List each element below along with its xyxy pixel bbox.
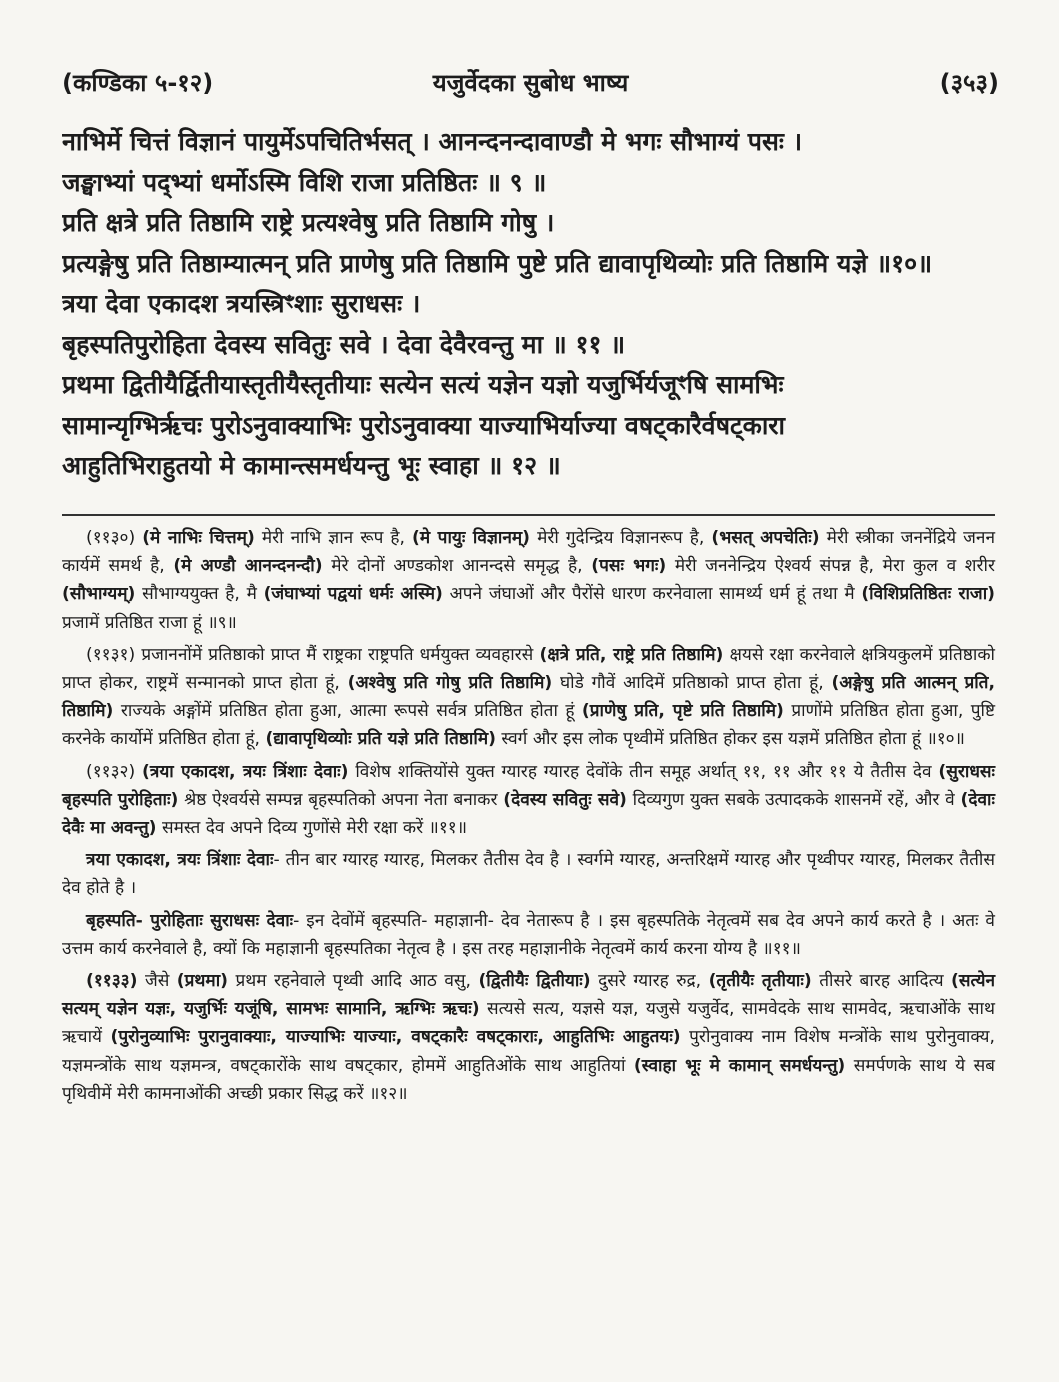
bold-term: (त्रया एकादश, त्रयः त्रिंशाः देवाः) [141,761,349,782]
bold-term: (देवस्य सवितुः सवे) [503,789,627,810]
sanskrit-verses [62,122,999,487]
book-title: यजुर्वेदका सुबोध भाष्य [432,69,629,97]
bold-term: (मे पायुः विज्ञानम्) [412,528,531,548]
paragraph-text: मेरी जननेन्द्रिय ऐश्वर्य संपन्न है, मेरा कुल व शरीर [666,556,995,577]
bold-term: त्रया एकादश, त्रयः त्रिंशाः देवाः [86,850,274,871]
paragraph-text: दिव्यगुण युक्त सबके उत्पादकके शासनमें रहें, और वे [626,789,961,810]
commentary-body [62,524,995,1112]
paragraph-text: घोडे गौवें आदिमें प्रतिष्ठाको प्राप्त होता हूं, [552,673,832,694]
section-reference: (कण्डिका ५-१२) [62,69,214,97]
paragraph-text: राज्यके अङ्गोंमें प्रतिष्ठित होता हुआ, आत्मा रूपसे सर्वत्र प्रतिष्ठित होता हूं [113,701,582,722]
page-header [62,66,999,106]
bold-term: (सौभाग्यम्) [62,584,136,605]
paragraph-text: मेरी नाभि ज्ञान रूप है, [254,528,412,548]
paragraph-text: जैसे [137,971,177,992]
bold-term: (द्वितीयैः द्वितीयाः) [478,971,591,992]
paragraph-text: मेरी स्त्रीका जननेंद्रिये जनन कार्यमें समर्थ है, [62,528,996,577]
commentary-paragraph [62,524,995,637]
verse-line: नाभिर्मे चित्तं विज्ञानं पायुर्मेऽपचितिर्भसत् । आनन्दनन्दावाण्डौ मे भगः सौभाग्यं पसः । [62,127,803,156]
paragraph-text: क्षयसे रक्षा करनेवाले क्षत्रियकुलमें प्रतिष्ठाको प्राप्त होकर, राष्ट्रमें सन्मानको प्राप्त होता हूं, [62,644,995,694]
commentary-paragraph [62,641,995,754]
commentary-paragraph [62,967,995,1108]
paragraph-text: दुसरे ग्यारह रुद्र, [590,971,709,992]
paragraph-text: (११३०) [86,528,143,548]
verse-line: प्रथमा द्वितीयैर्द्वितीयास्तृतीयैस्तृतीयाः सत्येन सत्यं यज्ञेन यज्ञो यजुर्भिर्यजूꣳषि सामभिः [62,370,784,399]
paragraph-text: समर्पणके साथ ये सब पृथिवीमें मेरी कामनाओंकी अच्छी प्रकार सिद्ध करें ॥१२॥ [62,1055,995,1104]
paragraph-text: विशेष शक्तियोंसे युक्त ग्यारह ग्यारह देवोंके तीन समूह अर्थात् ११, ११ और ११ ये तैतीस देव [348,761,939,782]
verse-line: त्रया देवा एकादश त्रयस्त्रिꣳशाः सुराधसः । [62,289,421,318]
bold-term: (विशिप्रतिष्ठितः राजा) [861,584,995,605]
paragraph-text: प्रथम रहनेवाले पृथ्वी आदि आठ वसु, [228,971,479,992]
bold-term: (पसः भगः) [591,556,667,577]
paragraph-text: - तीन बार ग्यारह ग्यारह, मिलकर तैतीस देव है । स्वर्गमे ग्यारह, अन्तरिक्षमें ग्यारह और पृथ्वीपर ग्यारह, मिलकर तैतीस देव होते है । [62,850,995,899]
commentary-paragraph [62,758,995,843]
bold-term: (अङ्गेषु प्रति आत्मन् प्रति, तिष्ठामि) [62,673,995,722]
verse-line: सामान्यृग्भिर्ऋचः पुरोऽनुवाक्याभिः पुरोऽनुवाक्या याज्याभिर्याज्या वषट्कारैर्वषट्कारा [62,410,785,440]
bold-term: (प्रथमा) [176,971,228,992]
bold-term: (भसत् अपचेतिः) [711,528,820,548]
paragraph-text: सौभाग्ययुक्त है, मै [135,584,264,605]
bold-term: (सत्येन सत्यम् यज्ञेन यज्ञः, यजुर्भिः यजूंषि, सामभः सामानि, ऋग्भिः ऋचः) [62,971,995,1020]
bold-term: (स्वाहा भूः मे कामान् समर्धयन्तु) [633,1055,846,1076]
bold-term: (तृतीयैः तृतीयाः) [708,971,812,992]
paragraph-text: अपने जंघाओं और पैरोंसे धारण करनेवाला सामर्थ्य धर्म हूं तथा मै [442,584,862,605]
paragraph-text: - इन देवोंमें बृहस्पति- महाज्ञानी- देव नेतारूप है । इस बृहस्पतिके नेतृत्वमें सब देव अपने कार्य करते है । अतः वे उत्तम कार्य करनेवाले है, क्यों कि महाज्ञानी बृहस्पतिका नेतृत्व है । इस तरह महाज्ञानीके नेतृत्वमें कार्य करना योग्य है ॥११॥ [62,910,995,959]
paragraph-text: स्वर्ग और इस लोक पृथ्वीमें प्रतिष्ठित होकर इस यज्ञमें प्रतिष्ठित होता हूं ॥१०॥ [495,729,965,750]
bold-term: बृहस्पति- पुरोहिताः सुराधसः देवाः [86,910,294,931]
paragraph-text: (११३१) प्रजाननोंमें प्रतिष्ठाको प्राप्त मैं राष्ट्रका राष्ट्रपति धर्मयुक्त व्यवहारसे [86,644,540,665]
bold-term: (देवाः देवैः मा अवन्तु) [62,789,995,839]
paragraph-text: मेरे दोनों अण्डकोश आनन्दसे समृद्ध है, [322,556,592,577]
bold-term: (११३३) [86,971,138,992]
verse-line: प्रत्यङ्गेषु प्रति तिष्ठाम्यात्मन् प्रति प्राणेषु प्रति तिष्ठामि पुष्टे प्रति द्यावापृथिव्योः प्रति तिष्ठामि यज्ञे ॥१०॥ [62,248,933,278]
bold-term: (मे अण्डौ आनन्दनन्दौ) [173,556,323,577]
paragraph-text: प्राणोंमे प्रतिष्ठित होता हुआ, पुष्टि करनेके कार्योमें प्रतिष्ठित होता हूं, [62,701,996,750]
page-number: (३५३) [939,69,999,97]
verse-line: जङ्घाभ्यां पद्भ्यां धर्मोऽस्मि विशि राजा प्रतिष्ठितः ॥ ९ ॥ [62,167,547,197]
paragraph-text: पुरोनुवाक्य नाम विशेष मन्त्रोंके साथ पुरोनुवाक्य, यज्ञमन्त्रोंके साथ यज्ञमन्त्र, वषट्कारोंके साथ वषट्कार, होममें आहुतिओंके साथ आहुतियां [62,1027,995,1076]
verse-line: प्रति क्षत्रे प्रति तिष्ठामि राष्ट्रे प्रत्यश्वेषु प्रति तिष्ठामि गोषु । [62,208,555,237]
paragraph-text: समस्त देव अपने दिव्य गुणोंसे मेरी रक्षा करें ॥११॥ [156,818,468,839]
bold-term: (जंघाभ्यां पद्वयां धर्मः अस्मि) [263,584,443,605]
verse-line: आहुतिभिराहुतयो मे कामान्त्समर्धयन्तु भूः स्वाहा ॥ १२ ॥ [62,451,561,480]
verse-line: बृहस्पतिपुरोहिता देवस्य सवितुः सवे । देवा देवैरवन्तु मा ॥ ११ ॥ [62,329,626,359]
paragraph-text: सत्यसे सत्य, यज्ञसे यज्ञ, यजुसे यजुर्वेद, सामवेदके साथ सामवेद, ऋचाओंके साथ ऋचायें [62,999,995,1048]
divider-rule [62,514,995,516]
commentary-paragraph [62,846,995,902]
bold-term: (सुराधसः बृहस्पति पुरोहिताः) [62,761,996,810]
bold-term: (प्राणेषु प्रति, पृष्टे प्रति तिष्ठामि) [581,701,784,722]
paragraph-text: (११३२) [86,761,142,782]
paragraph-text: श्रेष्ठ ऐश्वर्यसे सम्पन्न बृहस्पतिको अपना नेता बनाकर [178,789,504,810]
bold-term: (अश्वेषु प्रति गोषु प्रति तिष्ठामि) [347,673,553,694]
paragraph-text: मेरी गुदेन्द्रिय विज्ञानरूप है, [530,528,712,548]
commentary-paragraph [62,907,995,963]
paragraph-text: प्रजामें प्रतिष्ठित राजा हूं ॥९॥ [62,612,237,633]
bold-term: (मे नाभिः चित्तम्) [142,528,255,548]
bold-term: (क्षत्रे प्रति, राष्ट्रे प्रति तिष्ठामि) [539,644,724,665]
bold-term: (पुरोनुव्याभिः पुरानुवाक्याः, याज्याभिः याज्याः, वषट्कारैः वषट्काराः, आहुतिभिः आहुतयः) [110,1027,681,1048]
bold-term: (द्यावापृथिव्योः प्रति यज्ञे प्रति तिष्ठामि) [265,729,496,750]
paragraph-text: तीसरे बारह आदित्य [811,971,952,992]
